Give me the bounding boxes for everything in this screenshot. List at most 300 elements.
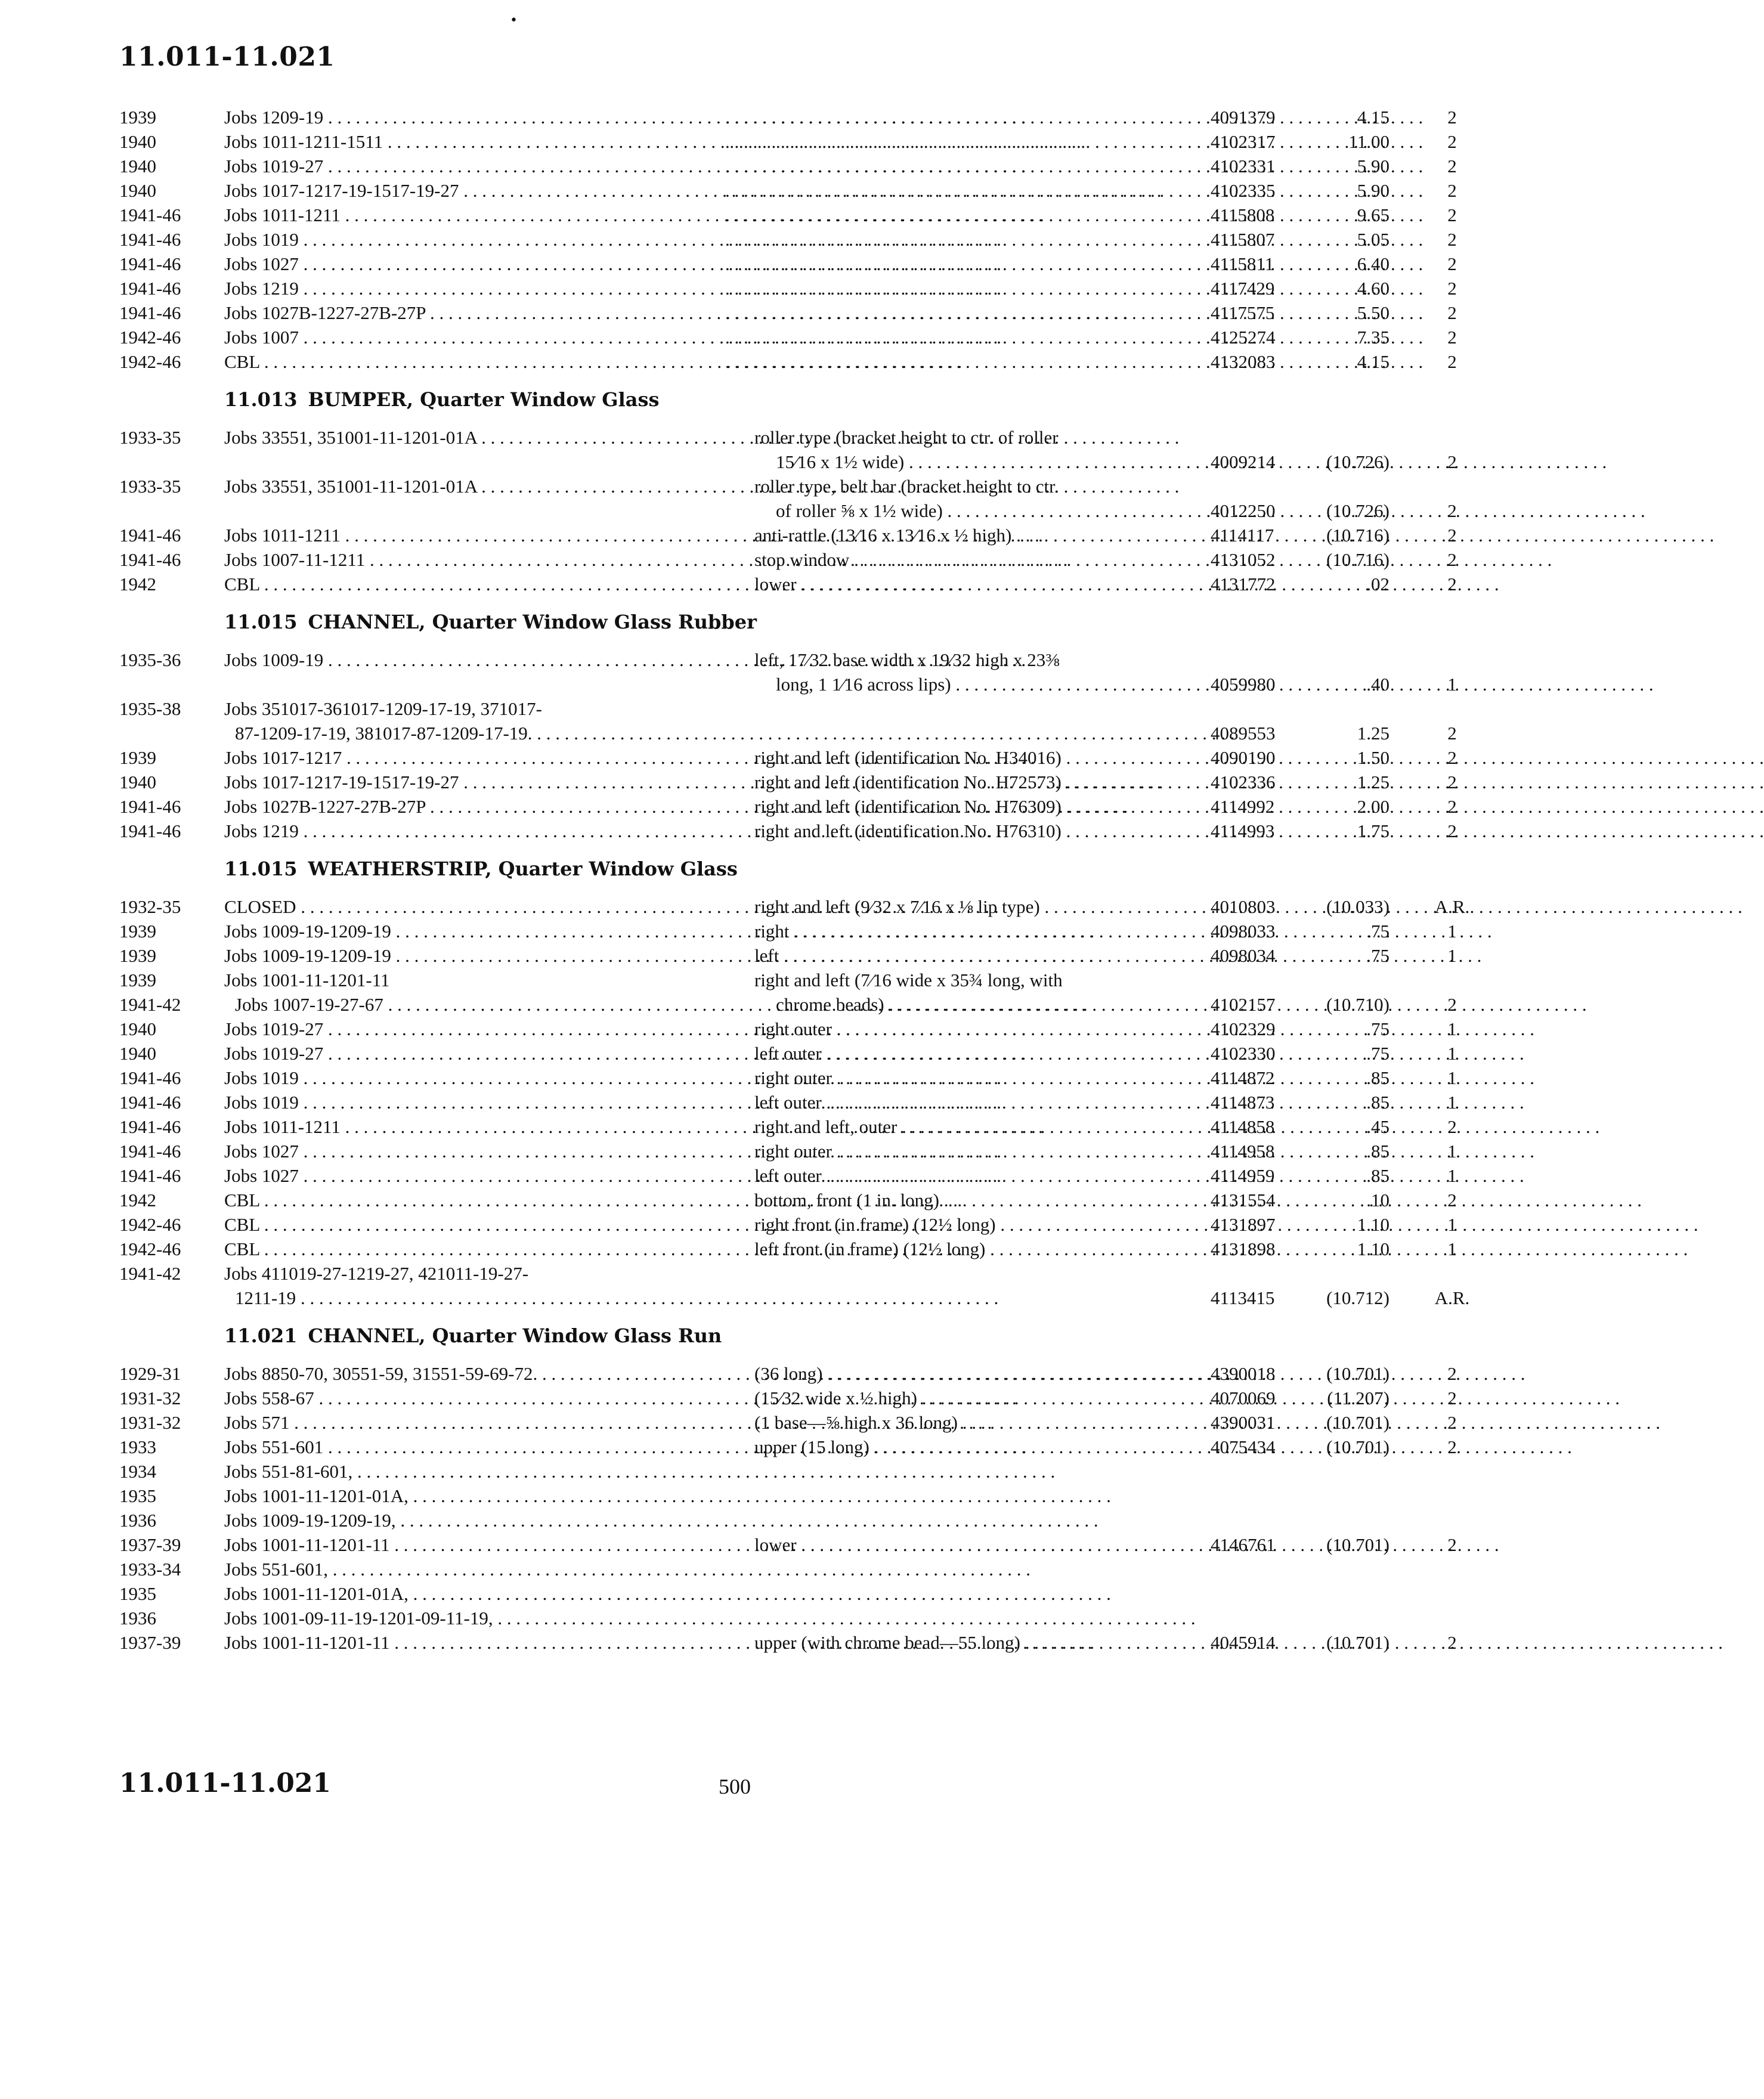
body-jobs-text: 87-1209-17-19, 381017-87-1209-17-19. . . .	[235, 721, 725, 745]
part-description-text: left outer . . .	[754, 1092, 1524, 1113]
year-range-text: 1941-46	[119, 1067, 181, 1088]
quantity: 2	[1447, 796, 1457, 817]
year-range-text: 1941-46	[119, 229, 181, 250]
parts-row	[119, 696, 1457, 745]
part-number: 4102331	[1211, 156, 1276, 177]
body-jobs-text: Jobs 1007 . . .	[224, 327, 1001, 348]
part-number: 4102330	[1211, 1043, 1276, 1064]
part-description	[754, 894, 1190, 919]
part-number: 4070069	[1211, 1388, 1276, 1408]
section-heading	[119, 374, 1372, 425]
body-jobs-text: Jobs 8850-70, 30551-59, 31551-59-69-72. . . .	[224, 1363, 1240, 1384]
parts-row	[119, 1237, 1457, 1261]
year-range-text: 1940	[119, 131, 156, 152]
part-number: 4146761	[1211, 1534, 1276, 1555]
part-description-text: right outer . . .	[754, 1067, 1534, 1088]
part-description	[754, 770, 1190, 794]
body-jobs	[224, 1386, 725, 1410]
year-range-text: 1931-32	[119, 1412, 181, 1433]
year-range-text: 1941-46	[119, 278, 181, 299]
list-price: 5.90	[1357, 180, 1389, 201]
quantity: 2	[1447, 180, 1457, 201]
year-range	[119, 1581, 218, 1606]
part-description	[754, 1041, 1190, 1066]
part-number: 4113415	[1211, 1287, 1275, 1308]
part-description	[754, 1386, 1190, 1410]
year-range	[119, 1066, 218, 1090]
quantity: 2	[1447, 500, 1457, 521]
list-price: .85	[1366, 1165, 1389, 1186]
part-number: 4114873	[1211, 1092, 1275, 1113]
year-range	[119, 1139, 218, 1163]
parts-row	[119, 1212, 1457, 1237]
body-jobs	[224, 1410, 725, 1435]
year-range	[119, 301, 218, 325]
year-range	[119, 1261, 218, 1286]
parts-row	[119, 919, 1457, 943]
part-number: 4117575	[1211, 302, 1275, 323]
year-range-text: 1941-46	[119, 205, 181, 225]
part-description	[754, 1066, 1190, 1090]
parts-row	[119, 1459, 1372, 1484]
parts-row	[119, 252, 1457, 276]
part-number: 4132083	[1211, 351, 1276, 372]
body-jobs-text: Jobs 1027B-1227-27B-27P . . .	[224, 302, 1128, 323]
year-range	[119, 1163, 218, 1188]
list-price: (10.710)	[1326, 994, 1389, 1015]
quantity: 2	[1447, 772, 1457, 792]
parts-row	[119, 1066, 1457, 1090]
part-number: 4098034	[1211, 945, 1276, 966]
part-number: 4390031	[1211, 1412, 1276, 1433]
body-jobs-text: Jobs 551-601, . . .	[224, 1559, 1030, 1580]
year-range-text: 1941-46	[119, 525, 181, 546]
section-number: 11.015	[224, 611, 298, 633]
year-range-text: 1936	[119, 1510, 156, 1531]
year-range-text: 1935-36	[119, 649, 181, 670]
year-range-text: 1935	[119, 1485, 156, 1506]
body-jobs-text: Jobs 1019-27 . . .	[224, 1018, 1026, 1039]
body-jobs	[224, 745, 725, 770]
body-jobs-text: Jobs 1009-19-1209-19 . . .	[224, 945, 1094, 966]
quantity: 1	[1447, 1018, 1457, 1039]
parts-row	[119, 819, 1457, 843]
year-range-text: 1941-42	[119, 1263, 181, 1284]
parts-row	[119, 474, 1457, 523]
list-price: 11.00	[1348, 131, 1389, 152]
year-range-text: 1936	[119, 1608, 156, 1629]
part-number: 4131898	[1211, 1239, 1276, 1259]
body-jobs	[224, 1557, 725, 1581]
part-description	[725, 325, 1190, 349]
part-number: 4059980	[1211, 674, 1276, 695]
part-number: 4131772	[1211, 574, 1276, 595]
part-description	[754, 425, 1190, 472]
part-description	[754, 523, 1190, 547]
year-range	[119, 1508, 218, 1533]
part-number: 4045914	[1211, 1632, 1276, 1653]
part-number: 4115808	[1211, 205, 1275, 225]
body-jobs	[224, 425, 725, 450]
quantity: 1	[1447, 674, 1457, 695]
body-jobs-text: Jobs 1017-1217 . . .	[224, 747, 1044, 768]
part-number: 4114993	[1211, 821, 1275, 841]
body-jobs-text: Jobs 1019-27 . . .	[224, 156, 1026, 177]
body-jobs-text: Jobs 1001-11-1201-11 . . .	[224, 1534, 1093, 1555]
body-jobs	[224, 1361, 725, 1386]
parts-row	[119, 1361, 1457, 1386]
part-description	[725, 203, 1190, 227]
part-description-text: roller type (bracket height to ctr. of roller	[754, 427, 1059, 448]
body-jobs-text: Jobs 1027 . . .	[224, 1165, 1001, 1186]
body-jobs-text: Jobs 1019 . . .	[224, 229, 1001, 250]
part-number: 4098033	[1211, 921, 1276, 942]
body-jobs-text: Jobs 351017-361017-1209-17-19, 371017-	[224, 698, 542, 719]
parts-row	[119, 105, 1457, 129]
part-number: 4089553	[1211, 723, 1276, 744]
part-description-text: left . . .	[754, 945, 1481, 966]
list-price: 1.10	[1357, 1239, 1389, 1259]
year-range-text: 1940	[119, 1018, 156, 1039]
year-range-text: 1933-35	[119, 427, 181, 448]
year-range-text: 1939	[119, 921, 156, 942]
part-description	[725, 105, 1190, 129]
list-price: 6.40	[1357, 253, 1389, 274]
part-number: 4115807	[1211, 229, 1275, 250]
body-jobs	[224, 349, 725, 374]
part-description	[754, 1435, 1190, 1459]
part-description-text: roller type, belt bar (bracket height to ctr.	[754, 476, 1059, 497]
year-range-text: 1941-46	[119, 1141, 181, 1162]
part-number: 4115811	[1211, 253, 1274, 274]
year-range	[119, 894, 218, 919]
body-jobs	[224, 894, 725, 919]
body-jobs	[224, 1508, 725, 1533]
year-range	[119, 227, 218, 252]
year-range-text: 1932-35	[119, 896, 181, 917]
part-description	[754, 1114, 1190, 1139]
body-jobs-text: Jobs 1011-1211 . . .	[224, 525, 1043, 546]
part-description	[754, 1090, 1190, 1114]
part-description-text: right and left, outer . . .	[754, 1116, 1599, 1137]
quantity: 1	[1447, 1067, 1457, 1088]
part-number: 4114959	[1211, 1165, 1275, 1186]
body-jobs	[224, 1188, 725, 1212]
body-jobs	[224, 572, 725, 596]
body-jobs-text: Jobs 1001-11-1201-11	[224, 970, 390, 990]
list-price: (10.726)	[1326, 500, 1389, 521]
body-jobs	[224, 819, 725, 843]
quantity: 2	[1447, 1632, 1457, 1653]
parts-row	[119, 1163, 1457, 1188]
part-description-text: (36 long) . . .	[754, 1363, 1525, 1384]
body-jobs-text: Jobs 551-81-601, . . .	[224, 1461, 1055, 1482]
quantity: 2	[1447, 451, 1457, 472]
part-description-text: (1 base—⅝ high x 36 long) . . .	[754, 1412, 1660, 1433]
part-description	[754, 1410, 1190, 1435]
part-description	[754, 648, 1190, 695]
body-jobs-text: Jobs 1001-11-1201-11 . . .	[224, 1632, 1093, 1653]
body-jobs	[224, 1066, 725, 1090]
quantity: 2	[1447, 1534, 1457, 1555]
body-jobs	[224, 203, 725, 227]
body-jobs-text: Jobs 1007-19-27-67 . . .	[235, 992, 725, 1017]
year-range-text: 1942	[119, 574, 156, 595]
part-description	[754, 1163, 1190, 1188]
list-price: (10.033)	[1326, 896, 1389, 917]
parts-row	[119, 745, 1457, 770]
page-header-section-range: 11.011-11.021	[119, 42, 335, 72]
parts-row	[119, 325, 1457, 349]
quantity: 2	[1447, 327, 1457, 348]
body-jobs	[224, 1139, 725, 1163]
body-jobs-text: Jobs 1027B-1227-27B-27P . . .	[224, 796, 1128, 817]
part-description	[725, 276, 1190, 301]
list-price: 9.65	[1357, 205, 1389, 225]
quantity: 2	[1447, 747, 1457, 768]
part-number: 4009214	[1211, 451, 1276, 472]
body-jobs-text: Jobs 1019-27 . . .	[224, 1043, 1026, 1064]
page-footer-section-range: 11.011-11.021	[119, 1768, 332, 1798]
body-jobs-text: Jobs 33551, 351001-11-1201-01A . . .	[224, 476, 1179, 497]
parts-row	[119, 1557, 1372, 1581]
list-price: 5.50	[1357, 302, 1389, 323]
quantity: 2	[1447, 205, 1457, 225]
quantity: 1	[1447, 1043, 1457, 1064]
quantity: 2	[1447, 131, 1457, 152]
list-price: 7.35	[1357, 327, 1389, 348]
year-range-text: 1935-38	[119, 698, 181, 719]
body-jobs-text: Jobs 1007-11-1211 . . .	[224, 549, 1067, 570]
year-range	[119, 1410, 218, 1435]
body-jobs	[224, 943, 725, 968]
body-jobs	[224, 154, 725, 178]
body-jobs	[224, 276, 725, 301]
body-jobs	[224, 523, 725, 547]
list-price: 1.10	[1357, 1214, 1389, 1235]
list-price: 1.50	[1357, 747, 1389, 768]
quantity: 2	[1447, 574, 1457, 595]
list-price: .75	[1366, 921, 1389, 942]
year-range-text: 1933-35	[119, 476, 181, 497]
parts-row	[119, 894, 1470, 919]
section-heading	[119, 1310, 1372, 1361]
body-jobs	[224, 1630, 725, 1655]
parts-row	[119, 1139, 1457, 1163]
part-description	[725, 178, 1190, 203]
list-price: 4.15	[1357, 351, 1389, 372]
section-number: 11.013	[224, 388, 298, 411]
part-number: 4102317	[1211, 131, 1276, 152]
body-jobs	[224, 178, 725, 203]
year-range-text: 1942-46	[119, 1239, 181, 1259]
body-jobs-text: CBL . . .	[224, 1214, 962, 1235]
part-number: 4012250	[1211, 500, 1276, 521]
body-jobs-text: Jobs 1001-11-1201-01A, . . .	[224, 1485, 1111, 1506]
body-jobs-text: Jobs 1001-09-11-19-1201-09-11-19, . . .	[224, 1608, 1196, 1629]
year-range	[119, 325, 218, 349]
section-heading	[119, 596, 1372, 648]
part-number: 4114992	[1211, 796, 1275, 817]
list-price: 5.05	[1357, 229, 1389, 250]
quantity: 2	[1447, 994, 1457, 1015]
body-jobs-text: CLOSED . . .	[224, 896, 999, 917]
year-range	[119, 1606, 218, 1630]
section-number: 11.015	[224, 857, 298, 880]
quantity: 2	[1447, 821, 1457, 841]
year-range	[119, 794, 218, 819]
year-range	[119, 745, 218, 770]
part-description-text: (15⁄32 wide x ½ high) . . .	[754, 1388, 1620, 1408]
parts-row	[119, 1017, 1457, 1041]
body-jobs	[224, 696, 725, 744]
year-range	[119, 129, 218, 154]
body-jobs-text: Jobs 411019-27-1219-27, 421011-19-27-	[224, 1263, 529, 1284]
list-price: (10.701)	[1326, 1534, 1389, 1555]
list-price: 1.25	[1357, 723, 1389, 744]
part-description	[725, 252, 1190, 276]
part-description-text: right and left (identification No. H76309) . . .	[754, 796, 1764, 817]
body-jobs-text: Jobs 1011-1211 . . .	[224, 1116, 1043, 1137]
section-title: CHANNEL, Quarter Window Glass Run	[308, 1324, 722, 1347]
body-jobs-text: Jobs 1219 . . .	[224, 821, 1001, 841]
part-number: 4390018	[1211, 1363, 1276, 1384]
list-price: .10	[1366, 1190, 1389, 1211]
year-range-text: 1940	[119, 156, 156, 177]
year-range	[119, 1557, 218, 1581]
year-range	[119, 1212, 218, 1237]
year-range	[119, 1361, 218, 1386]
part-description	[754, 1237, 1190, 1261]
parts-row	[119, 1410, 1457, 1435]
body-jobs	[224, 1459, 725, 1484]
quantity: 2	[1447, 278, 1457, 299]
part-description-text: long, 1 1⁄16 across lips) . . .	[754, 672, 1190, 696]
quantity: 1	[1447, 945, 1457, 966]
year-range	[119, 203, 218, 227]
year-range-text: 1939	[119, 747, 156, 768]
list-price: (10.701)	[1326, 1412, 1389, 1433]
part-description	[725, 349, 1190, 374]
body-jobs-text: Jobs 33551, 351001-11-1201-01A . . .	[224, 427, 1179, 448]
part-description-text: left outer . . .	[754, 1165, 1524, 1186]
list-price: 1.75	[1357, 821, 1389, 841]
part-description-text: upper (15 long) . . .	[754, 1437, 1572, 1457]
year-range-text: 1940	[119, 180, 156, 201]
section-number: 11.021	[224, 1324, 298, 1347]
year-range-text: 1942-46	[119, 327, 181, 348]
part-description-text: left, 17⁄32 base width x 19⁄32 high x 23⅜	[754, 649, 1060, 670]
year-range	[119, 1017, 218, 1041]
year-range	[119, 252, 218, 276]
body-jobs	[224, 105, 725, 129]
body-jobs-text: Jobs 571 . . .	[224, 1412, 992, 1433]
parts-row	[119, 1261, 1470, 1310]
year-range-text: 1940	[119, 1043, 156, 1064]
body-jobs	[224, 547, 725, 572]
year-range-text: 1933	[119, 1437, 156, 1457]
year-range-text: 1942	[119, 1190, 156, 1211]
year-range	[119, 178, 218, 203]
year-range	[119, 968, 218, 1017]
parts-row	[119, 203, 1457, 227]
year-range	[119, 474, 218, 499]
body-jobs-text: Jobs 1009-19-1209-19 . . .	[224, 921, 1094, 942]
quantity: 2	[1447, 723, 1457, 744]
part-number: 4114858	[1211, 1116, 1275, 1137]
part-number: 4114958	[1211, 1141, 1275, 1162]
body-jobs-text: Jobs 1011-1211 . . .	[224, 205, 1043, 225]
list-price: (10.726)	[1326, 451, 1389, 472]
parts-row	[119, 968, 1457, 1017]
year-range-text: 1941-46	[119, 549, 181, 570]
parts-row	[119, 1435, 1457, 1459]
body-jobs	[224, 129, 725, 154]
quantity: 2	[1447, 1190, 1457, 1211]
part-description	[754, 1188, 1190, 1212]
list-price: (10.716)	[1326, 549, 1389, 570]
year-range-text: 1941-46	[119, 1116, 181, 1137]
part-description	[725, 227, 1190, 252]
body-jobs-text: 1211-19 . . .	[235, 1286, 725, 1310]
parts-row	[119, 547, 1457, 572]
body-jobs-text: Jobs 558-67 . . .	[224, 1388, 1017, 1408]
parts-row	[119, 1090, 1457, 1114]
year-range	[119, 1386, 218, 1410]
part-description-text: right and left (7⁄16 wide x 35¾ long, with	[754, 970, 1063, 990]
body-jobs	[224, 474, 725, 499]
body-jobs-text: Jobs 1027 . . .	[224, 1141, 1001, 1162]
list-price: 4.15	[1357, 107, 1389, 128]
year-range	[119, 523, 218, 547]
body-jobs-text: Jobs 1019 . . .	[224, 1092, 1001, 1113]
part-description	[725, 129, 1190, 154]
quantity: 2	[1447, 229, 1457, 250]
year-range-text: 1941-46	[119, 302, 181, 323]
part-description	[754, 572, 1190, 596]
quantity: A.R.	[1434, 1287, 1470, 1308]
part-description	[754, 919, 1190, 943]
year-range	[119, 1237, 218, 1261]
body-jobs	[224, 770, 725, 794]
part-description	[754, 474, 1190, 521]
year-range	[119, 648, 218, 672]
page-number: 500	[719, 1775, 751, 1798]
parts-row	[119, 1041, 1457, 1066]
body-jobs	[224, 968, 725, 1015]
body-jobs	[224, 648, 725, 672]
body-jobs	[224, 325, 725, 349]
parts-row	[119, 1533, 1457, 1557]
list-price: .45	[1366, 1116, 1389, 1137]
year-range	[119, 943, 218, 968]
parts-row	[119, 572, 1457, 596]
body-jobs	[224, 794, 725, 819]
part-description	[754, 943, 1190, 968]
part-description	[754, 794, 1190, 819]
year-range	[119, 572, 218, 596]
part-description	[754, 1017, 1190, 1041]
part-number: 4075434	[1211, 1437, 1276, 1457]
year-range-text: 1941-46	[119, 1092, 181, 1113]
body-jobs	[224, 1484, 725, 1508]
list-price: (10.716)	[1326, 525, 1389, 546]
stray-mark: •	[510, 13, 518, 28]
section-title: CHANNEL, Quarter Window Glass Rubber	[308, 611, 757, 633]
parts-row	[119, 1581, 1372, 1606]
part-description-text: left outer . . .	[754, 1043, 1524, 1064]
parts-row	[119, 154, 1457, 178]
